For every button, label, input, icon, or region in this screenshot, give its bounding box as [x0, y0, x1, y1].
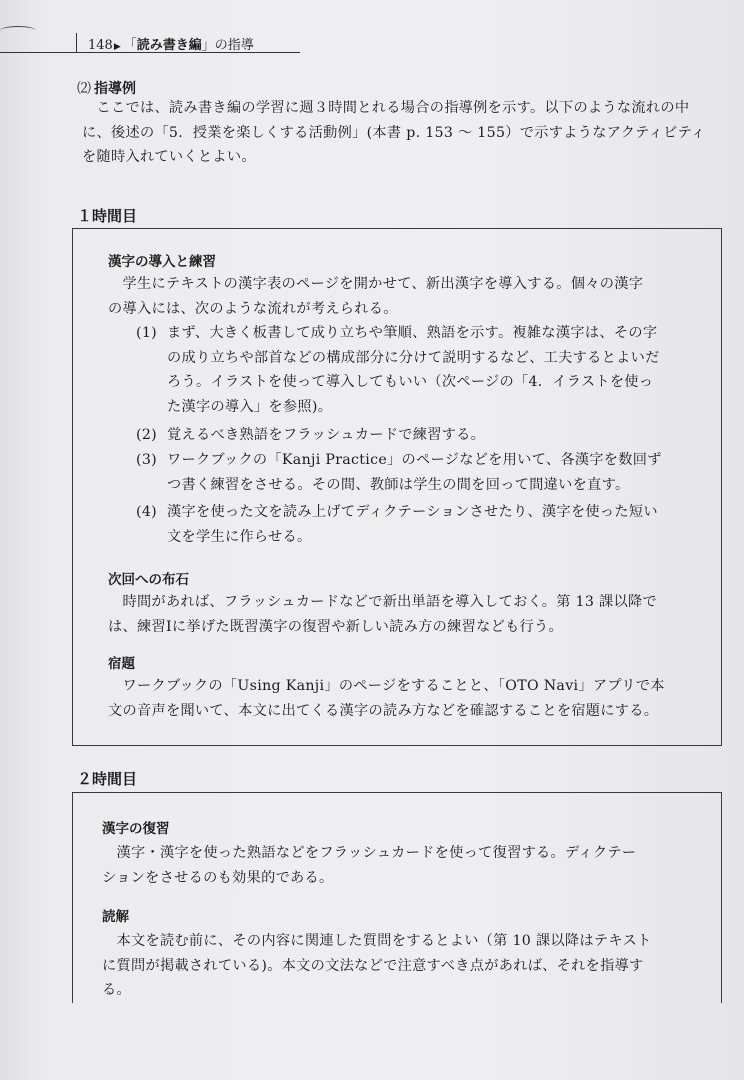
homework-heading: 宿題 [108, 656, 135, 672]
review-paragraph: 漢字・漢字を使った熟語などをフラッシュカードを使って復習する。ディクテー ションをさせるのも効果的である。 [102, 845, 637, 886]
section-title: ⑵ 指導例 [77, 81, 136, 97]
list-marker: (1) [136, 325, 157, 341]
reading-paragraph: 本文を読む前に、その内容に関連した質問をするとよい（第 10 課以降はテキスト に質問が掲載されている)。本文の文法などで注意すべき点があれば、それを指導す る。 [102, 933, 652, 998]
page: 148▶ 「読み書き編」の指導 ⑵ 指導例 ここでは、読み書き編の学習に週３時間とれる場合の指導例を示す。以下のような流れの中 に、後述の「5．授業を楽しくする活動例」(本書 p. 153 ～ 155）で示すようなアクティビティ を随時入れていくとよい。 １時間目 漢字の導入と練習 学生にテキストの漢字表のページを開かせて、新出漢字を導入する。個々の漢字 の導入には、次のような流れが考えられる。 (1) まず、大きく板書して成り立ちや筆順、熟語を示す。複雑な漢字は、その字 の成り立ちや部首などの構成部分に分けて説明するなど、工夫するとよいだ ろう。イラストを使って導入してもいい（次ページの「4．イラストを使っ た漢字の導入」を参照)。 (2) 覚えるべき熟語をフラッシュカードで練習する。 (3) ワークブックの「Kanji Practice」のページなどを用いて、各漢字を数回ず つ書く練習をさせる。その間、教師は学生の間を回って間違いを直す。 (4) 漢字を使った文を読み上げてディクテーションさせたり、漢字を使った短い 文を学生に作らせる。 次回への布石 時間があれば、フラッシュカードなどで新出単語を導入しておく。第 13 課以降で は、練習Ⅰに挙げた既習漢字の復習や新しい読み方の練習なども行う。 宿題 ワークブックの「Using Kanji」のページをすることと、「OTO Navi」アプリで本 文の音声を聞いて、本文に出てくる漢字の読み方などを確認することを宿題にする。 ２時間目 漢字の復習 漢字・漢字を使った熟語などをフラッシュカードを使って復習する。ディクテー ションをさせるのも効果的である。 読解 本文を読む前に、その内容に関連した質問をするとよい（第 10 課以降はテキスト に質問が掲載されている)。本文の文法などで注意すべき点があれば、それを指導す る。 [0, 0, 744, 1080]
header-title-main: 読み書き編 [136, 38, 202, 53]
review-heading: 漢字の復習 [102, 821, 170, 837]
list-marker: (3) [136, 452, 157, 468]
header-rule-tick [76, 33, 77, 53]
kanji-intro-paragraph: 学生にテキストの漢字表のページを開かせて、新出漢字を導入する。個々の漢字 の導入には、次のような流れが考えられる。 [108, 276, 644, 317]
next-time-heading: 次回への布石 [108, 572, 189, 588]
reading-heading: 読解 [102, 909, 129, 925]
running-header [88, 34, 254, 53]
section-number: ⑵ [77, 81, 91, 97]
list-marker: (4) [136, 504, 157, 520]
list-marker: (2) [136, 427, 157, 443]
header-title-close: 」の指導 [201, 38, 254, 53]
page-number: 148 [88, 38, 113, 53]
triangle-icon: ▶ [113, 42, 121, 52]
hour1-title: １時間目 [77, 207, 138, 225]
next-time-paragraph: 時間があれば、フラッシュカードなどで新出単語を導入しておく。第 13 課以降で は、練習Ⅰに挙げた既習漢字の復習や新しい読み方の練習なども行う。 [108, 594, 657, 635]
intro-paragraph: ここでは、読み書き編の学習に週３時間とれる場合の指導例を示す。以下のような流れの中 に、後述の「5．授業を楽しくする活動例」(本書 p. 153 ～ 155）で示すようなアクティビティ を随時入れていくとよい。 [82, 100, 706, 165]
homework-paragraph: ワークブックの「Using Kanji」のページをすることと、「OTO Navi」アプリで本 文の音声を聞いて、本文に出てくる漢字の読み方などを確認することを宿題にする。 [108, 678, 665, 719]
kanji-intro-heading: 漢字の導入と練習 [108, 254, 216, 270]
header-rule-curve [0, 26, 36, 35]
header-title-open: 「 [123, 38, 137, 53]
hour2-title: ２時間目 [77, 770, 138, 788]
